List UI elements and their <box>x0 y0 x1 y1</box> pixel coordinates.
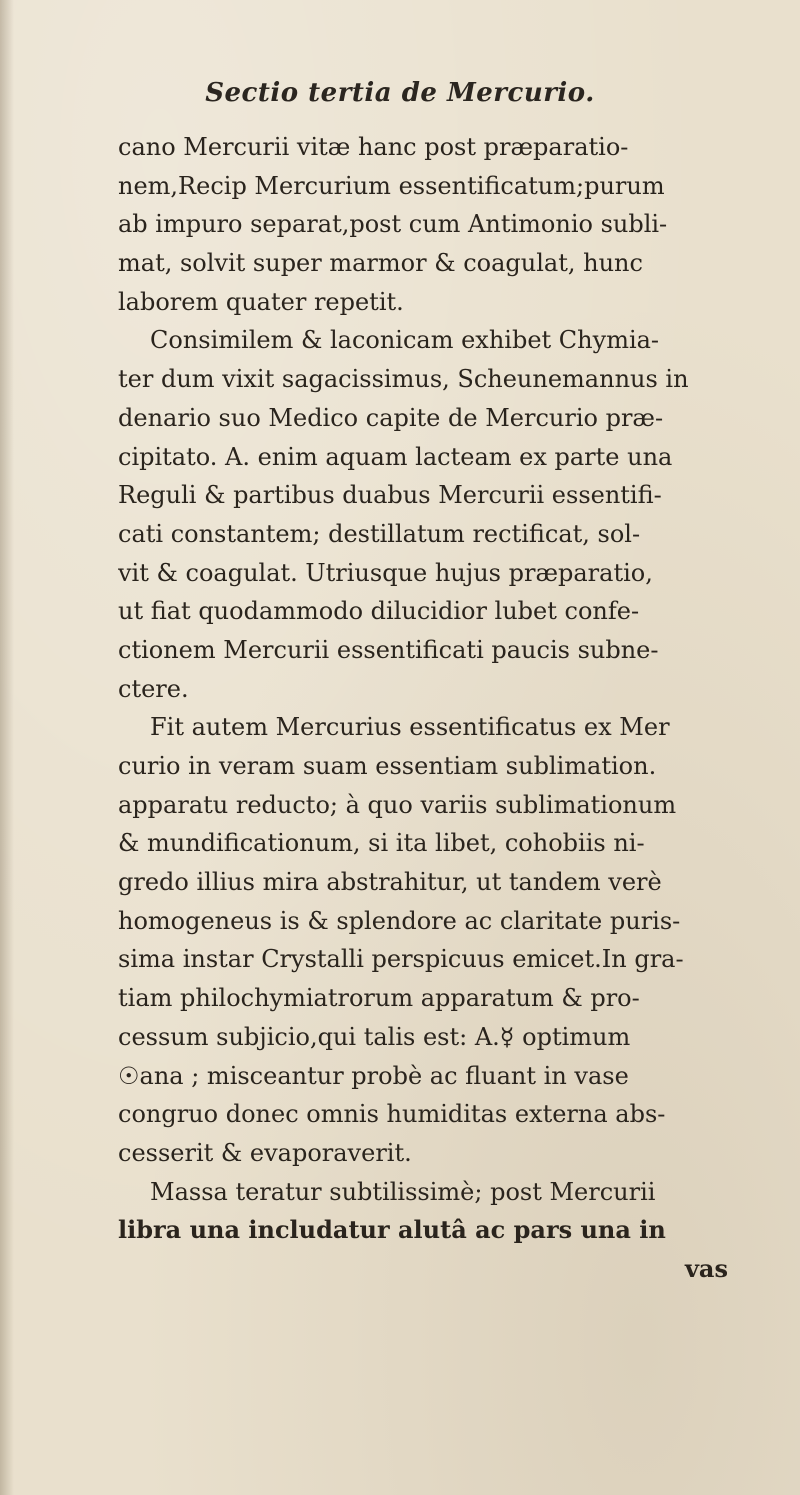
text-line: cesserit & evaporaverit. <box>118 1138 412 1167</box>
text-line: tiam philochymiatrorum apparatum & pro- <box>118 984 640 1013</box>
text-line: congruo donec omnis humiditas externa abs- <box>118 1100 666 1129</box>
text-line: ter dum vixit sagacissimus, Scheunemannus in <box>118 365 689 394</box>
text-line: libra una includatur alutâ ac pars una in <box>118 1215 666 1245</box>
text-line: laborem quater repetit. <box>118 287 404 316</box>
text-line: & mundificationum, si ita libet, cohobiis ni- <box>118 829 645 858</box>
text-line: Reguli & partibus duabus Mercurii essentifi- <box>118 481 662 510</box>
text-line: gredo illius mira abstrahitur, ut tandem verè <box>118 868 662 897</box>
text-line: cati constantem; destillatum rectificat, sol- <box>118 519 641 548</box>
text-line: apparatu reducto; à quo variis sublimationum <box>118 790 677 819</box>
text-line: ☉ana ; misceantur probè ac fluant in vase <box>118 1061 629 1090</box>
text-line: ab impuro separat,post cum Antimonio subli- <box>118 210 668 239</box>
text-line: ctionem Mercurii essentificati paucis subne- <box>118 635 659 664</box>
text-line: Consimilem & laconicam exhibet Chymia- <box>150 326 660 355</box>
catchword: vas <box>684 1253 728 1283</box>
text-line: homogeneus is & splendore ac claritate puris- <box>118 906 681 935</box>
running-head: Sectio tertia de Mercurio. <box>205 78 595 108</box>
text-line: ut fiat quodammodo dilucidior lubet confe- <box>118 597 640 626</box>
text-line: denario suo Medico capite de Mercurio præ- <box>118 403 664 432</box>
text-line: Fit autem Mercurius essentificatus ex Mer <box>150 713 670 742</box>
text-line: cipitato. A. enim aquam lacteam ex parte una <box>118 442 673 471</box>
body-text <box>118 128 768 1289</box>
text-line: mat, solvit super marmor & coagulat, hunc <box>118 249 643 278</box>
text-line: sima instar Crystalli perspicuus emicet.In gra- <box>118 945 684 974</box>
text-line: cessum subjicio,qui talis est: A.☿ optimum <box>118 1022 631 1051</box>
text-line: curio in veram suam essentiam sublimation. <box>118 752 657 780</box>
page-gutter-shadow <box>0 0 14 1495</box>
text-line: nem,Recip Mercurium essentificatum;purum <box>118 171 665 200</box>
text-line: vit & coagulat. Utriusque hujus præparatio, <box>118 558 653 587</box>
text-line: ctere. <box>118 674 189 703</box>
text-line: cano Mercurii vitæ hanc post præparatio- <box>118 133 629 161</box>
text-line: Massa teratur subtilissimè; post Mercurii <box>150 1177 656 1206</box>
